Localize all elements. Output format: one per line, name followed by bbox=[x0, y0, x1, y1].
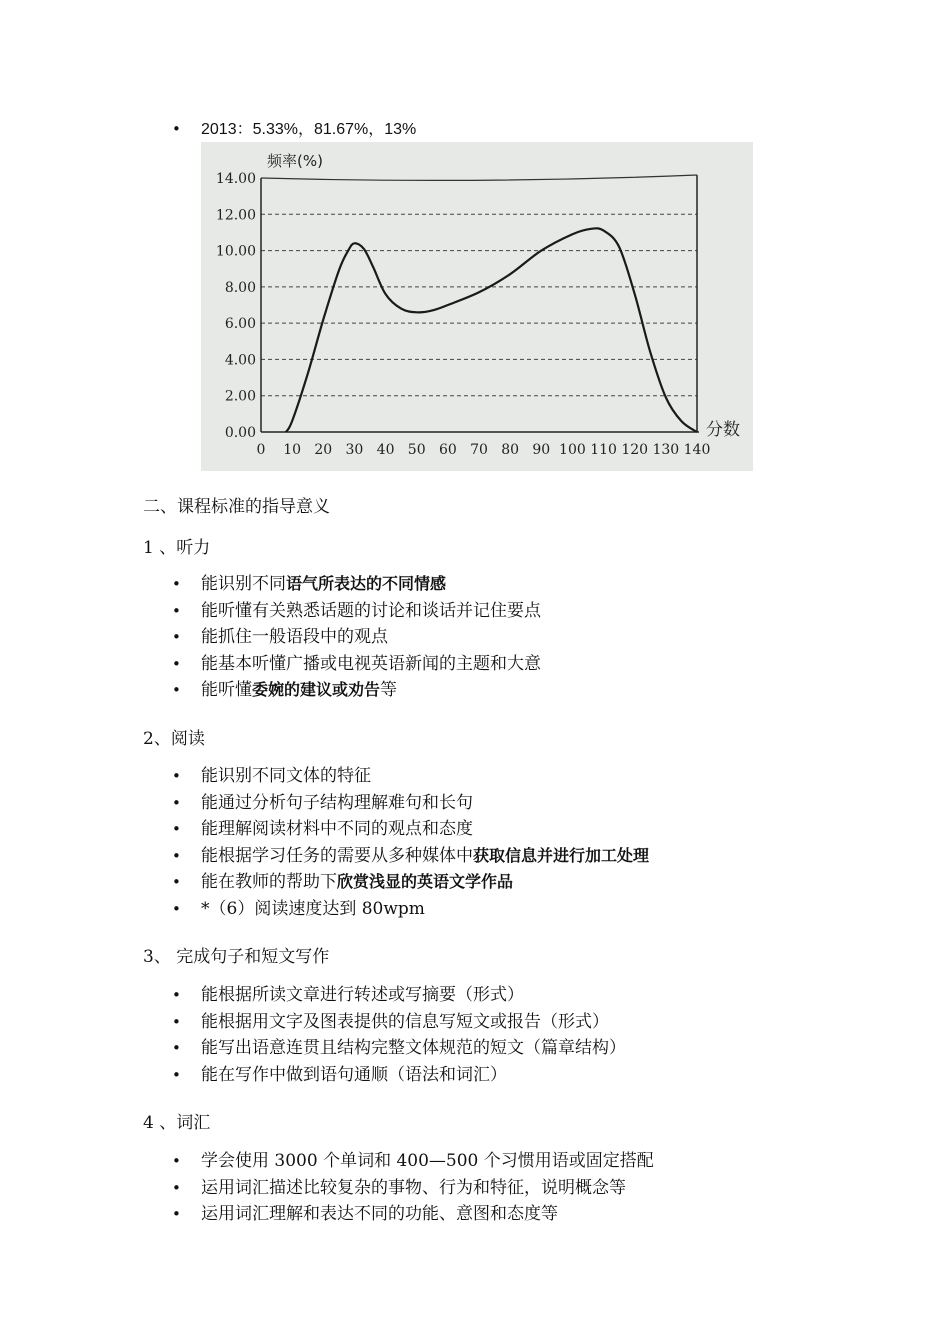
bullet-icon: • bbox=[172, 873, 181, 891]
section-heading: 2、阅读 bbox=[143, 729, 205, 749]
bullet-icon: • bbox=[172, 120, 181, 138]
bullet-icon: • bbox=[172, 1152, 181, 1170]
item-text: 能根据学习任务的需要从多种媒体中 bbox=[201, 845, 473, 866]
y-tick-label: 4.00 bbox=[224, 352, 256, 369]
bullet-list bbox=[0, 982, 626, 1088]
item-text: 能在教师的帮助下 bbox=[201, 872, 337, 892]
list-item bbox=[143, 1148, 654, 1175]
x-tick-label: 20 bbox=[314, 442, 333, 458]
x-tick-label: 100 bbox=[559, 442, 586, 458]
x-axis-label: 分数 bbox=[706, 420, 740, 440]
list-item bbox=[143, 982, 626, 1009]
bullet-icon: • bbox=[172, 793, 181, 812]
section-heading: 1 、听力 bbox=[143, 538, 211, 558]
list-item bbox=[143, 1201, 654, 1228]
bullet-icon: • bbox=[172, 767, 181, 785]
frequency-chart bbox=[201, 142, 753, 471]
bullet-icon: • bbox=[172, 628, 181, 646]
bullet-icon: • bbox=[172, 1065, 181, 1084]
bold-text: 欣赏浅显的英语文学作品 bbox=[337, 872, 514, 891]
x-tick-label: 0 bbox=[256, 442, 266, 458]
item-text: 能基本听懂广播或电视英语新闻的主题和大意 bbox=[201, 653, 541, 674]
list-item bbox=[143, 1009, 626, 1036]
item-text: 能识别不同 bbox=[201, 574, 286, 594]
x-tick-label: 130 bbox=[652, 442, 680, 458]
x-tick-label: 70 bbox=[470, 442, 488, 458]
y-tick-label: 6.00 bbox=[224, 316, 256, 333]
list-item bbox=[143, 651, 541, 678]
bullet-list bbox=[0, 571, 541, 704]
top-bullet-list bbox=[0, 116, 416, 144]
item-text: 能识别不同文体的特征 bbox=[201, 766, 371, 786]
bullet-icon: • bbox=[172, 601, 181, 620]
x-tick-label: 60 bbox=[438, 442, 457, 458]
list-item bbox=[143, 843, 649, 870]
y-tick-label: 8.00 bbox=[224, 279, 256, 296]
list-item bbox=[143, 116, 416, 144]
item-text: 能听懂有关熟悉话题的讨论和谈话并记住要点 bbox=[201, 600, 541, 621]
x-tick-label: 110 bbox=[590, 442, 617, 458]
bullet-icon: • bbox=[172, 575, 181, 593]
frequency-chart-figure bbox=[201, 142, 753, 471]
x-tick-label: 50 bbox=[407, 442, 426, 458]
list-item bbox=[143, 571, 541, 598]
year-text: 2013 bbox=[201, 121, 237, 138]
item-text: 能写出语意连贯且结构完整文体规范的短文（篇章结构） bbox=[201, 1038, 626, 1058]
list-item bbox=[143, 896, 649, 923]
bullet-icon: • bbox=[172, 1205, 181, 1223]
rate-values-text: ：5.33%，81.67%，13% bbox=[236, 121, 417, 138]
y-axis-label: 频率(%) bbox=[267, 152, 323, 170]
item-text: 运用词汇描述比较复杂的事物、行为和特征，说明概念等 bbox=[201, 1177, 626, 1198]
item-text: 学会使用 3000 个单词和 400—500 个习惯用语或固定搭配 bbox=[201, 1151, 654, 1171]
item-text: 能根据所读文章进行转述或写摘要（形式） bbox=[201, 985, 524, 1005]
bold-text: 语气所表达的不同情感 bbox=[286, 574, 447, 593]
section-title: 二、课程标准的指导意义 bbox=[143, 497, 330, 517]
item-text: 能理解阅读材料中不同的观点和态度 bbox=[201, 819, 473, 839]
item-text: 运用词汇理解和表达不同的功能、意图和态度等 bbox=[201, 1204, 558, 1224]
x-tick-label: 40 bbox=[376, 442, 395, 458]
bullet-icon: • bbox=[172, 1012, 181, 1031]
top-border bbox=[261, 175, 697, 180]
x-tick-label: 30 bbox=[345, 442, 364, 458]
item-text: 能根据用文字及图表提供的信息写短文或报告（形式） bbox=[201, 1011, 609, 1032]
list-item bbox=[143, 624, 541, 651]
item-text: 等 bbox=[380, 680, 398, 700]
item-text: 能听懂 bbox=[201, 680, 252, 700]
section-heading: 4 、词汇 bbox=[143, 1113, 211, 1133]
list-item bbox=[143, 763, 649, 790]
list-item bbox=[143, 1175, 654, 1202]
y-tick-label: 0.00 bbox=[224, 425, 256, 441]
x-tick-label: 80 bbox=[501, 442, 520, 458]
list-item bbox=[143, 1035, 626, 1062]
section-heading: 3、 完成句子和短文写作 bbox=[143, 947, 330, 967]
bullet-list bbox=[0, 1148, 654, 1228]
bullet-icon: • bbox=[172, 846, 181, 865]
bullet-icon: • bbox=[172, 820, 181, 838]
bullet-list bbox=[0, 763, 649, 922]
bullet-icon: • bbox=[172, 899, 181, 918]
item-text: *（6）阅读速度达到 80wpm bbox=[201, 898, 425, 919]
item-text: 能抓住一般语段中的观点 bbox=[201, 627, 388, 647]
list-item bbox=[143, 598, 541, 625]
x-tick-label: 120 bbox=[621, 442, 649, 458]
bullet-icon: • bbox=[172, 1178, 181, 1197]
y-tick-label: 14.00 bbox=[215, 171, 256, 187]
x-tick-label: 140 bbox=[683, 442, 711, 458]
bullet-icon: • bbox=[172, 681, 181, 699]
list-item bbox=[143, 816, 649, 843]
x-tick-label: 90 bbox=[532, 442, 551, 458]
list-item bbox=[143, 677, 541, 704]
list-item bbox=[143, 790, 649, 817]
bold-text: 获取信息并进行加工处理 bbox=[473, 845, 650, 865]
bullet-icon: • bbox=[172, 986, 181, 1004]
frequency-curve bbox=[286, 228, 697, 432]
list-item bbox=[143, 1062, 626, 1089]
x-tick-label: 10 bbox=[283, 442, 302, 458]
item-text: 能在写作中做到语句通顺（语法和词汇） bbox=[201, 1064, 507, 1085]
y-tick-label: 2.00 bbox=[224, 388, 256, 405]
item-text: 能通过分析句子结构理解难句和长句 bbox=[201, 792, 473, 813]
list-item bbox=[143, 869, 649, 896]
bold-text: 委婉的建议或劝告 bbox=[252, 680, 381, 699]
y-tick-label: 12.00 bbox=[215, 207, 256, 224]
y-tick-label: 10.00 bbox=[215, 243, 256, 260]
bullet-icon: • bbox=[172, 1039, 181, 1057]
bullet-icon: • bbox=[172, 654, 181, 673]
